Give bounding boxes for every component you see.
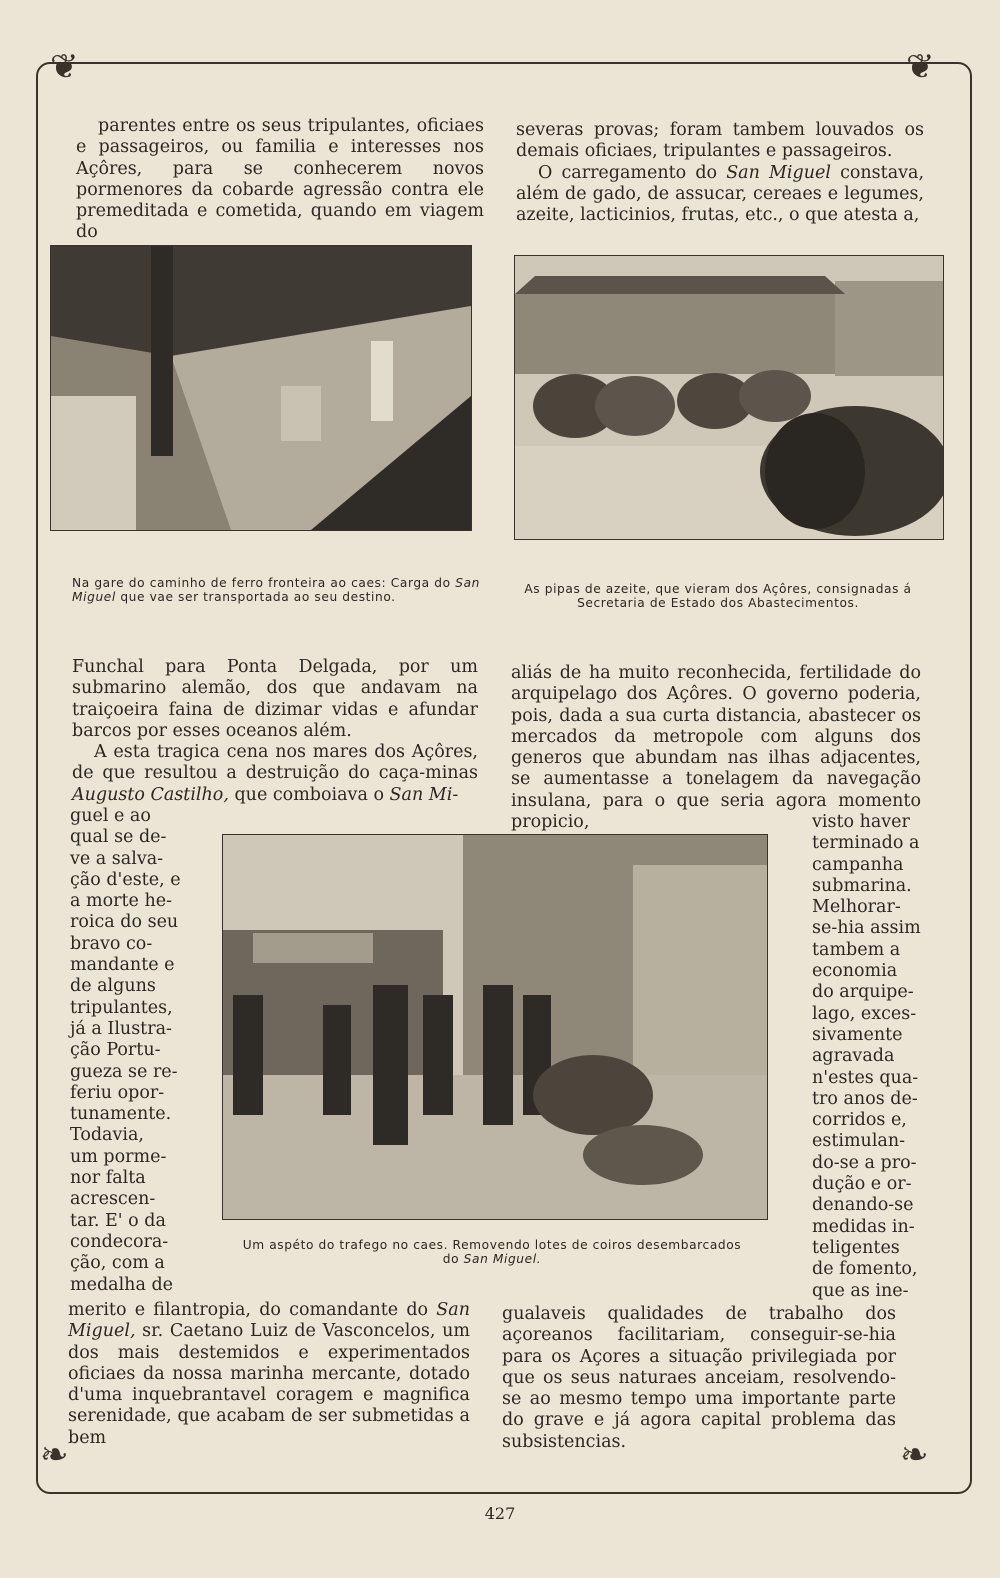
photo-oil-barrels	[514, 255, 944, 540]
column-left-bottom: merito e filantropia, do comandante do San Miguel, sr. Caetano Luiz de Vasconcelos, um dos mais destemidos e experimentados oficiaes da nossa marinha mercante, dotado d'uma inquebrantavel coragem e magnifica serenidade, que acabam de ser submetidas a bem	[68, 1300, 470, 1448]
photo-dock-traffic-image	[223, 835, 767, 1219]
caption-photo-1: Na gare do caminho de ferro fronteira ao caes: Carga do San Miguel que vae ser transportada ao seu destino.	[72, 576, 480, 604]
corner-ornament-icon: ❦	[50, 47, 79, 87]
caption-photo-3: Um aspéto do trafego no caes. Removendo lotes de coiros desembarcados do San Miguel.	[242, 1238, 742, 1266]
column-left-top: parentes entre os seus tripulantes, oficiaes e passageiros, ou familia e interesses nos Açôres, para se conhecerem novos pormenores da cobarde agressão contra ele premeditada e cometida, quando em viagem do	[76, 116, 484, 243]
photo-railway-station-image	[51, 246, 471, 530]
column-left-middle: Funchal para Ponta Delgada, por um submarino alemão, dos que andavam na traiçoeira faina de dizimar vidas e afundar barcos por esses oceanos além. A esta tragica cena nos mares dos Açôres, de que resultou a destruição do caça-minas Augusto Castilho, que comboiava o San Mi-	[72, 657, 478, 805]
caption-photo-2: As pipas de azeite, que vieram dos Açôres, consignadas á Secretaria de Estado dos Abastecimentos.	[524, 582, 912, 610]
column-right-bottom: gualaveis qualidades de trabalho dos açoreanos facilitariam, conseguir-se-hia para os Açores a situação privilegiada por que os seus naturaes anceiam, resolvendo-se ao mesmo tempo uma importante parte do grave e já agora capital problema das subsistencias.	[502, 1304, 896, 1452]
photo-oil-barrels-image	[515, 256, 943, 539]
column-right-wrap: visto haver terminado a campanha submarina. Melhorar- se-hia assim tambem a economia do arquipe- lago, exces- sivamente agravada n'estes qua- tro anos de- corridos e, estimulan- do-se a pro- dução e or- denando-se medidas in- teligentes de fomento, que as ine-	[812, 812, 921, 1301]
corner-ornament-icon: ❧	[40, 1435, 69, 1475]
column-right-top: severas provas; foram tambem louvados os demais oficiaes, tripulantes e passageiros. O carregamento do San Miguel constava, além de gado, de assucar, cereaes e legumes, azeite, lacticinios, frutas, etc., o que atesta a,	[516, 120, 925, 226]
photo-dock-traffic	[222, 834, 768, 1220]
photo-railway-station	[50, 245, 472, 531]
column-left-wrap: guel e ao qual se de- ve a salva- ção d'este, e a morte he- roica do seu bravo co- mandante e de alguns tripulantes, já a Ilustra- ção Portu- gueza se re- feriu opor- tunamente. Todavia, um porme- nor falta acrescen- tar. E' o da condecora- ção, com a medalha de	[70, 806, 181, 1295]
corner-ornament-icon: ❦	[906, 47, 935, 87]
page-number: 427	[484, 1504, 516, 1523]
corner-ornament-icon: ❧	[900, 1435, 929, 1475]
column-right-middle: aliás de ha muito reconhecida, fertilidade do arquipelago dos Açôres. O governo poderia, pois, dada a sua curta distancia, abastecer os mercados da metropole com alguns dos generos que abundam nas ilhas adjacentes, se aumentasse a tonelagem da navegação insulana, para o que seria agora momento propicio,	[511, 663, 921, 833]
